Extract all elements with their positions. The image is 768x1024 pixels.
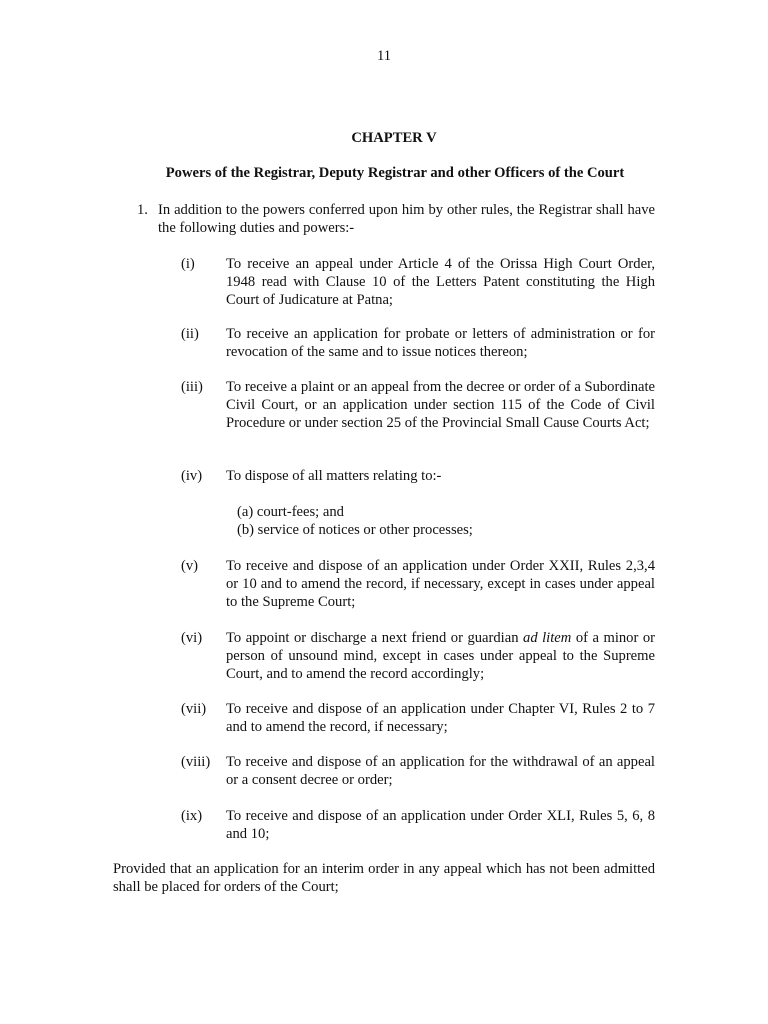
clause-number: (viii) bbox=[181, 754, 211, 770]
subitem-b: (b) service of notices or other processes; bbox=[237, 522, 473, 538]
clause-viii bbox=[181, 753, 655, 789]
chapter-title: CHAPTER V bbox=[351, 130, 437, 146]
clause-text: To receive and dispose of an application under Chapter VI, Rules 2 to 7 and to amend the record, if necessary; bbox=[226, 701, 655, 735]
subitem-a: (a) court-fees; and bbox=[237, 504, 344, 520]
clause-text: To receive a plaint or an appeal from the decree or order of a Subordinate Civil Court, or an application under section 115 of the Code of Civil Procedure or under section 25 of the Provincial Small Cause Courts Act; bbox=[226, 379, 655, 431]
rule-text: In addition to the powers conferred upon him by other rules, the Registrar shall have the following duties and powers:- bbox=[158, 202, 655, 236]
clause-ii bbox=[181, 325, 655, 361]
proviso-paragraph: Provided that an application for an interim order in any appeal which has not been admitted shall be placed for orders of the Court; bbox=[113, 861, 655, 895]
clause-i bbox=[181, 255, 655, 309]
clause-text: To receive an application for probate or letters of administration or for revocation of the same and to issue notices thereon; bbox=[226, 326, 655, 360]
clause-number: (ix) bbox=[181, 808, 203, 824]
clause-text: To receive and dispose of an application for the withdrawal of an appeal or a consent decree or order; bbox=[226, 754, 655, 788]
clause-text: To receive an appeal under Article 4 of the Orissa High Court Order, 1948 read with Clause 10 of the Letters Patent constituting the High Court of Judicature at Patna; bbox=[226, 256, 655, 308]
clause-text-part: To appoint or discharge a next friend or guardian bbox=[226, 630, 524, 646]
page-number: 11 bbox=[376, 48, 392, 64]
clause-number: (i) bbox=[181, 256, 195, 272]
clause-text: To dispose of all matters relating to:- bbox=[226, 468, 442, 484]
clause-number: (ii) bbox=[181, 326, 199, 342]
clause-number: (iv) bbox=[181, 468, 203, 484]
clause-text-part: of a minor or person of unsound mind, except in cases under appeal to the Supreme Court, and to amend the record accordingly; bbox=[226, 630, 655, 682]
clause-number: (iii) bbox=[181, 379, 203, 395]
chapter-subtitle: Powers of the Registrar, Deputy Registrar and other Officers of the Court bbox=[165, 165, 625, 181]
clause-number: (vi) bbox=[181, 630, 203, 646]
clause-ix bbox=[181, 807, 655, 843]
clause-v bbox=[181, 557, 655, 611]
clause-number: (v) bbox=[181, 558, 199, 574]
clause-text: To receive and dispose of an application under Order XLI, Rules 5, 6, 8 and 10; bbox=[226, 808, 655, 842]
clause-vii bbox=[181, 700, 655, 736]
clause-text: To receive and dispose of an application under Order XXII, Rules 2,3,4 or 10 and to amend the record, if necessary, except in cases under appeal to the Supreme Court; bbox=[226, 558, 655, 610]
clause-vi bbox=[181, 629, 655, 683]
rule-1 bbox=[137, 201, 655, 237]
clause-iv-subitems bbox=[237, 503, 657, 539]
clause-iv bbox=[181, 467, 655, 485]
clause-iii bbox=[181, 378, 655, 432]
clause-number: (vii) bbox=[181, 701, 207, 717]
clause-text-italic: ad litem bbox=[523, 630, 572, 646]
rule-number: 1. bbox=[137, 202, 148, 218]
clause-text bbox=[226, 629, 655, 683]
